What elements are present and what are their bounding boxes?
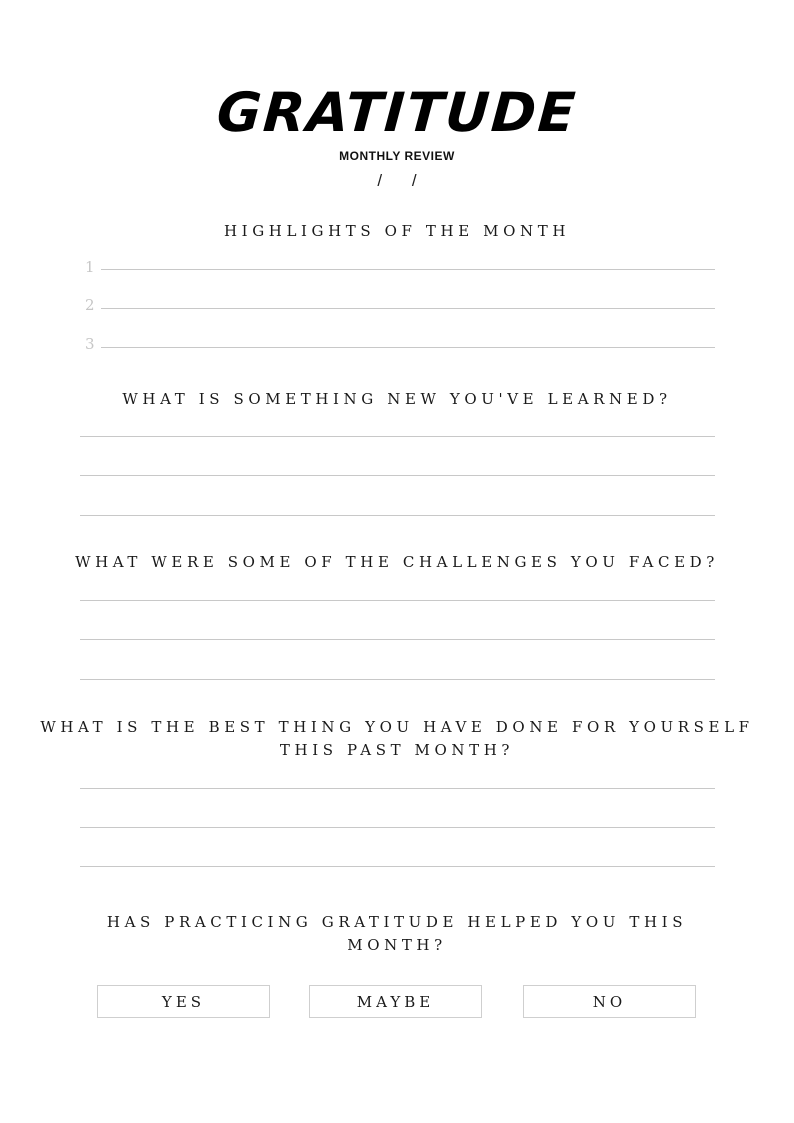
challenges-line-1[interactable] xyxy=(80,600,715,601)
highlights-heading: HIGHLIGHTS OF THE MONTH xyxy=(223,222,570,240)
best-thing-heading-line2: THIS PAST MONTH? xyxy=(279,741,515,759)
highlight-line-2[interactable] xyxy=(101,308,715,309)
highlight-line-1[interactable] xyxy=(101,269,715,270)
best-thing-line-2[interactable] xyxy=(80,827,715,828)
challenges-heading: WHAT WERE SOME OF THE CHALLENGES YOU FACED? xyxy=(75,553,719,571)
learned-line-3[interactable] xyxy=(80,515,715,516)
no-option[interactable] xyxy=(523,985,696,1018)
page-title: GRATITUDE xyxy=(214,81,580,144)
best-thing-heading-line1: WHAT IS THE BEST THING YOU HAVE DONE FOR YOURSELF xyxy=(40,718,754,736)
yes-option[interactable] xyxy=(97,985,270,1018)
gratitude-helped-heading-line2: MONTH? xyxy=(347,936,447,954)
challenges-line-2[interactable] xyxy=(80,639,715,640)
learned-line-2[interactable] xyxy=(80,475,715,476)
learned-heading: WHAT IS SOMETHING NEW YOU'VE LEARNED? xyxy=(122,390,672,408)
highlight-line-3[interactable] xyxy=(101,347,715,348)
date-field[interactable]: / / xyxy=(377,171,417,190)
best-thing-line-3[interactable] xyxy=(80,866,715,867)
yes-option-label: YES xyxy=(161,992,206,1011)
learned-line-1[interactable] xyxy=(80,436,715,437)
challenges-line-3[interactable] xyxy=(80,679,715,680)
gratitude-helped-heading-line1: HAS PRACTICING GRATITUDE HELPED YOU THIS xyxy=(106,913,688,931)
page-subtitle: MONTHLY REVIEW xyxy=(339,149,455,163)
no-option-label: NO xyxy=(592,992,627,1011)
highlight-number-2: 2 xyxy=(85,296,95,314)
highlight-number-1: 1 xyxy=(85,258,95,276)
best-thing-line-1[interactable] xyxy=(80,788,715,789)
highlight-number-3: 3 xyxy=(85,335,95,353)
maybe-option[interactable] xyxy=(309,985,482,1018)
maybe-option-label: MAYBE xyxy=(356,992,435,1011)
